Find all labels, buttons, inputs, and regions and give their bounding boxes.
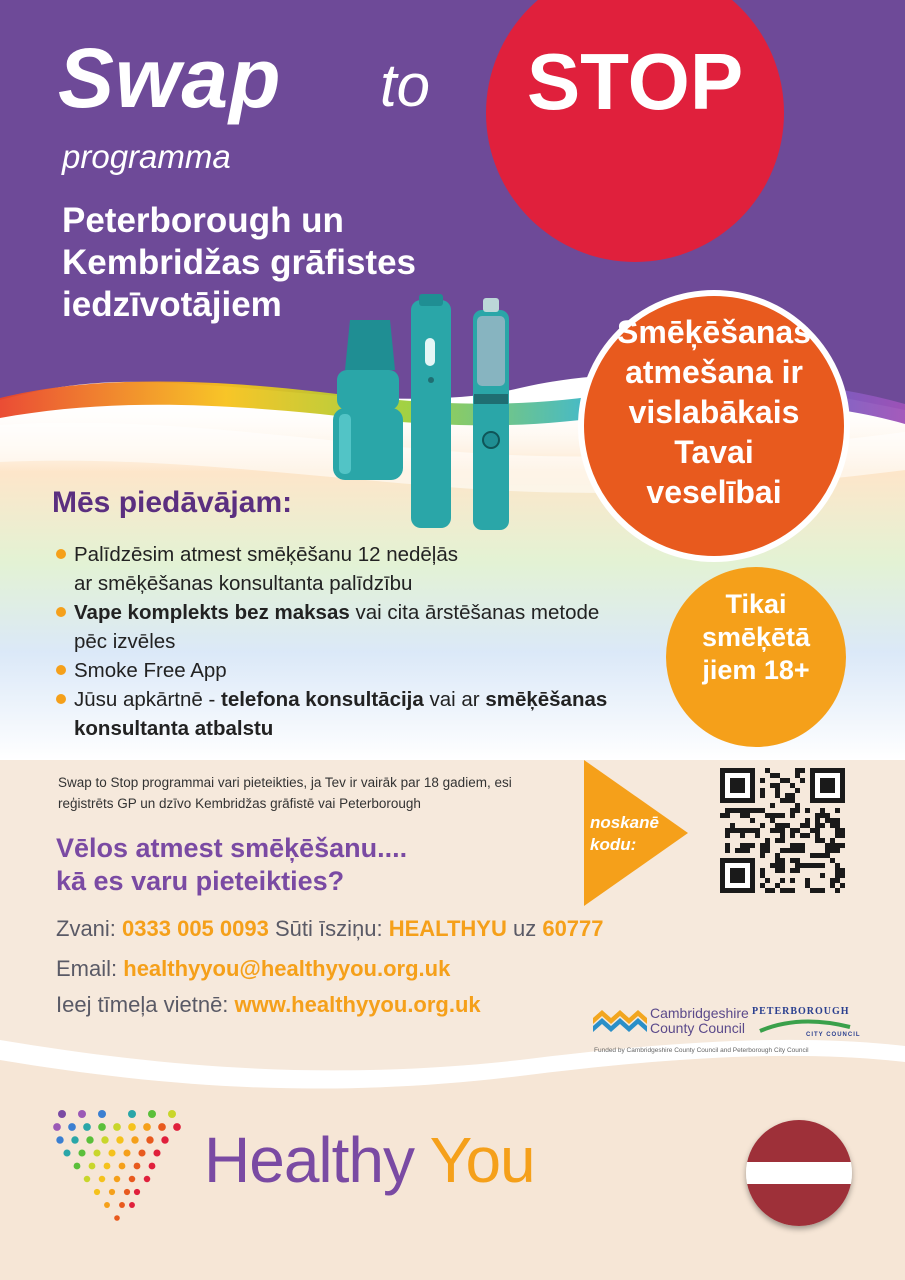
sms-label: Sūti īsziņu: <box>268 916 389 941</box>
web-label: Ieej tīmeļa vietnē: <box>56 992 235 1017</box>
offer-list <box>54 540 634 743</box>
list-item-bold: smēķēšanas <box>485 688 608 711</box>
scan-label <box>590 812 659 856</box>
health-badge-line: vislabākais <box>628 394 800 430</box>
call-label: Zvani: <box>56 916 123 941</box>
brand-you: You <box>429 1124 535 1196</box>
question-line: kā es varu pieteikties? <box>56 866 345 896</box>
sms-to: uz <box>506 916 543 941</box>
health-badge-line: Tavai <box>674 434 754 470</box>
offer-heading: Mēs piedāvājam: <box>52 486 293 519</box>
subtitle-line: iedzīvotājiem <box>62 285 282 324</box>
vape-devices-illustration <box>325 290 535 540</box>
cambridgeshire-logo-icon <box>593 1006 647 1036</box>
bullet-dot-icon <box>56 694 66 704</box>
list-item-text: Palīdzēsim atmest smēķēšanu 12 nedēļās <box>74 543 459 566</box>
title-stop: STOP <box>526 37 744 126</box>
cambridgeshire-logo-text <box>650 1006 749 1036</box>
list-item <box>54 656 634 685</box>
health-badge-line: atmešana ir <box>625 354 803 390</box>
list-item <box>54 540 634 598</box>
email-link[interactable]: healthyyou@healthyyou.org.uk <box>123 956 451 981</box>
scan-line: noskanē <box>590 813 659 832</box>
list-item-text: Jūsu apkārtnē - <box>74 688 221 711</box>
health-badge-line: Smēķēšanas <box>617 314 811 350</box>
list-item-bold: Vape komplekts bez maksas <box>74 601 350 624</box>
eligibility-line: Swap to Stop programmai vari pieteikties, ja Tev ir vairāk par 18 gadiem, esi <box>58 775 512 790</box>
age-badge-line: Tikai <box>725 589 787 619</box>
question-line: Vēlos atmest smēķēšanu.... <box>56 833 408 863</box>
bullet-dot-icon <box>56 549 66 559</box>
signup-question <box>56 832 407 898</box>
contact-phone-row <box>56 918 604 940</box>
flag-stripe <box>746 1120 852 1162</box>
audience-subtitle <box>62 200 482 326</box>
list-item-text: ar smēķēšanas konsultanta palīdzību <box>74 572 413 595</box>
flag-stripe <box>746 1162 852 1184</box>
funding-note: Funded by Cambridgeshire County Council and Peterborough City Council <box>594 1047 809 1054</box>
sms-keyword: HEALTHYU <box>388 916 507 941</box>
scan-line: kodu: <box>590 835 637 854</box>
list-item-text: Smoke Free App <box>74 659 227 682</box>
bullet-dot-icon <box>56 665 66 675</box>
phone-link[interactable]: 0333 005 0093 <box>122 916 269 941</box>
contact-web-row <box>56 994 481 1016</box>
peterborough-swoosh-icon <box>758 1019 852 1033</box>
website-link[interactable]: www.healthyyou.org.uk <box>234 992 481 1017</box>
sms-number[interactable]: 60777 <box>542 916 604 941</box>
title-to: to <box>380 52 431 119</box>
email-label: Email: <box>56 956 124 981</box>
age-badge-text <box>666 588 846 687</box>
peterborough-logo-text: PETERBOROUGH <box>752 1006 850 1017</box>
title-swap: Swap <box>58 31 282 125</box>
list-item-bold: konsultanta atbalstu <box>74 717 274 740</box>
cambs-line: County Council <box>650 1020 745 1036</box>
contact-email-row <box>56 958 450 980</box>
age-badge-line: smēķētā <box>701 622 811 652</box>
peterborough-logo-subtext: CITY COUNCIL <box>806 1032 861 1038</box>
eligibility-note <box>58 772 528 814</box>
qr-code[interactable] <box>720 768 852 894</box>
health-badge-line: veselībai <box>646 474 782 510</box>
list-item-text: pēc izvēles <box>74 630 176 653</box>
list-item-text: vai cita ārstēšanas metode <box>349 601 600 624</box>
health-badge-text <box>578 312 850 512</box>
subtitle-line: Peterborough un <box>62 201 344 240</box>
flag-stripe <box>746 1184 852 1226</box>
latvian-flag-icon <box>746 1120 852 1226</box>
cambs-line: Cambridgeshire <box>650 1005 749 1021</box>
list-item <box>54 598 634 656</box>
healthy-you-logo <box>204 1124 535 1196</box>
age-badge-line: jiem 18+ <box>702 655 810 685</box>
list-item-bold: telefona konsultācija <box>221 688 424 711</box>
list-item-text: vai ar <box>423 688 486 711</box>
list-item <box>54 685 634 743</box>
eligibility-line: reģistrēts GP un dzīvo Kembridžas grāfistē vai Peterborough <box>58 796 421 811</box>
title-programma: programma <box>62 138 231 175</box>
subtitle-line: Kembridžas grāfistes <box>62 243 417 282</box>
heart-dots-logo-icon <box>52 1106 182 1226</box>
brand-healthy: Healthy <box>204 1124 414 1196</box>
bullet-dot-icon <box>56 607 66 617</box>
